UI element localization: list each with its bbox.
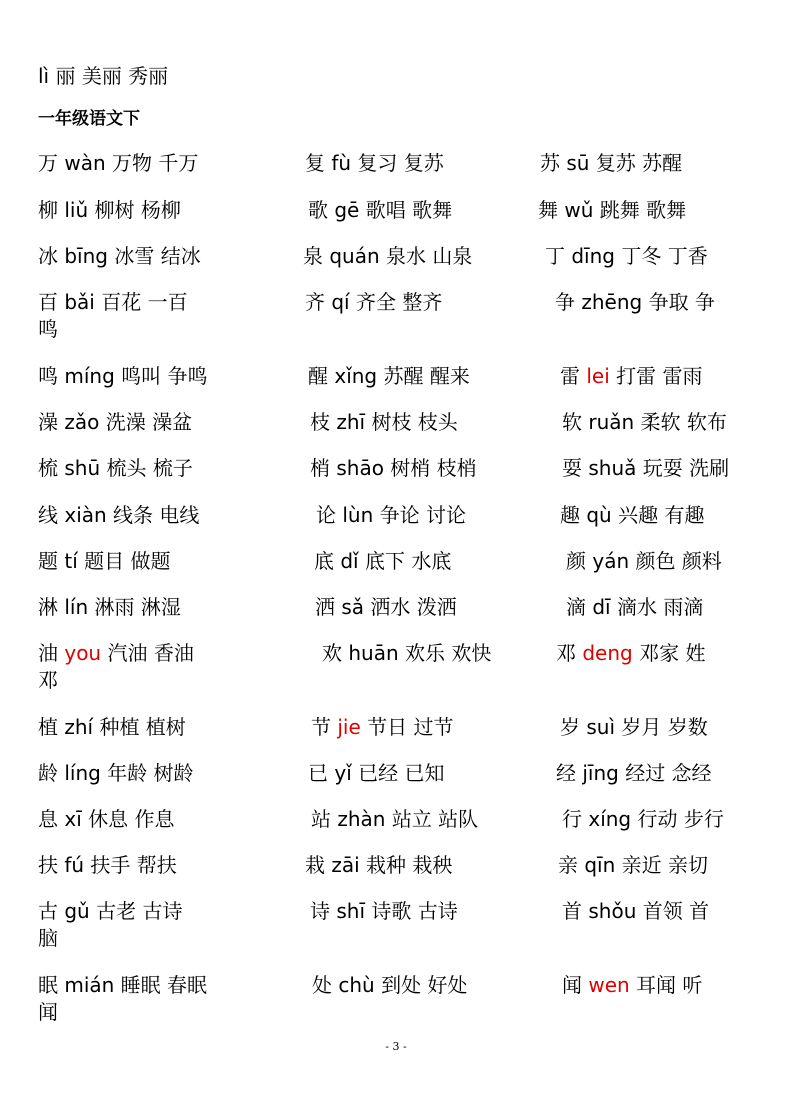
vocab-words: 歌唱 歌舞 [359, 198, 453, 222]
vocab-words: 跳舞 歌舞 [593, 198, 687, 222]
vocab-entry [314, 548, 451, 574]
vocab-words: 扶手 帮扶 [84, 853, 177, 877]
vocab-character: 醒 [308, 364, 328, 388]
vocab-words: 诗歌 古诗 [365, 899, 458, 923]
vocab-character: 颜 [566, 549, 586, 573]
vocab-character: 澡 [38, 410, 58, 434]
vocab-pinyin: huān [342, 641, 399, 665]
vocab-character: 眠 [38, 973, 58, 997]
vocab-character: 冰 [38, 244, 58, 268]
vocab-pinyin: sǎ [335, 595, 365, 619]
vocab-entry [38, 594, 181, 620]
vocab-pinyin: tí [58, 549, 78, 573]
vocab-words: 冰雪 结冰 [107, 244, 201, 268]
vocab-character: 梳 [38, 456, 58, 480]
vocab-words: 万物 千万 [105, 151, 199, 175]
vocab-character: 处 [312, 973, 332, 997]
vocab-words: 节日 过节 [360, 715, 454, 739]
vocab-words: 栽种 栽秧 [359, 853, 453, 877]
vocab-character: 邓 [556, 641, 576, 665]
vocab-words: 丁冬 丁香 [614, 244, 708, 268]
vocab-words: 首领 首 [636, 899, 710, 923]
vocab-words: 争取 争 [642, 290, 715, 314]
vocab-character: 柳 [38, 198, 58, 222]
vocab-entry [310, 898, 458, 924]
vocab-entry [308, 363, 470, 389]
vocab-character: 软 [562, 410, 582, 434]
vocab-entry [38, 972, 207, 998]
vocab-character: 诗 [310, 899, 330, 923]
vocab-pinyin: líng [58, 761, 101, 785]
vocab-pinyin: míng [58, 364, 115, 388]
vocab-character: 经 [556, 761, 576, 785]
vocab-words: 复习 复苏 [351, 151, 444, 175]
vocab-character: 站 [311, 807, 331, 831]
vocab-pinyin: fú [58, 853, 85, 877]
vocab-pinyin: liǔ [58, 198, 89, 222]
vocab-entry [558, 852, 708, 878]
vocab-entry [38, 852, 177, 878]
vocab-entry [538, 197, 686, 223]
vocab-words: 复苏 苏醒 [589, 151, 683, 175]
vocab-words: 树梢 枝梢 [383, 456, 477, 480]
vocab-pinyin: yán [586, 549, 630, 573]
vocab-words: 树枝 枝头 [365, 410, 458, 434]
vocab-words: 争论 讨论 [373, 503, 466, 527]
vocab-entry [38, 806, 174, 832]
vocab-words: 古老 古诗 [89, 899, 183, 923]
vocab-entry [562, 409, 727, 435]
vocab-character: 欢 [322, 641, 342, 665]
vocab-character: 歌 [308, 198, 328, 222]
vocab-entry [311, 806, 478, 832]
vocab-words: 年龄 树龄 [100, 761, 194, 785]
vocab-entry [315, 594, 457, 620]
vocab-pinyin: shāo [330, 456, 384, 480]
vocab-entry [305, 289, 442, 315]
vocab-entry [38, 363, 208, 389]
vocab-words: 打雷 雷雨 [609, 364, 703, 388]
vocab-pinyin: xǐng [328, 364, 378, 388]
vocab-words: 已经 已知 [351, 761, 445, 785]
vocab-character: 泉 [303, 244, 323, 268]
vocab-words: 邓家 姓 [632, 641, 706, 665]
vocab-character: 论 [316, 503, 336, 527]
vocab-pinyin: bīng [58, 244, 108, 268]
vocab-entry [560, 363, 703, 389]
vocab-character: 趣 [560, 503, 580, 527]
vocab-pinyin: zǎo [58, 410, 100, 434]
vocab-pinyin: lùn [336, 503, 374, 527]
vocab-character: 万 [38, 151, 58, 175]
vocab-character: 岁 [560, 715, 580, 739]
page-number: - 3 - [385, 1040, 407, 1053]
vocab-entry [322, 640, 491, 666]
vocab-character: 雷 [560, 364, 580, 388]
vocab-words: 线条 电线 [106, 503, 200, 527]
vocab-words: 梳头 梳子 [100, 456, 193, 480]
vocab-entry [38, 289, 188, 315]
vocab-character: 行 [562, 807, 582, 831]
vocab-words: 洒水 泼洒 [364, 595, 457, 619]
vocab-entry [312, 972, 467, 998]
vocab-entry [303, 243, 472, 269]
vocab-words: 岁月 岁数 [615, 715, 708, 739]
vocab-words: 淋雨 淋湿 [88, 595, 181, 619]
vocab-character: 耍 [562, 456, 582, 480]
vocab-pinyin: quán [323, 244, 380, 268]
vocab-character: 扶 [38, 853, 58, 877]
vocab-entry [562, 972, 702, 998]
vocab-character: 龄 [38, 761, 58, 785]
vocab-pinyin: sū [560, 151, 590, 175]
vocab-entry [562, 806, 724, 832]
top-line: lì 丽 美丽 秀丽 [38, 64, 169, 88]
vocab-pinyin: qù [580, 503, 612, 527]
vocab-entry [562, 455, 729, 481]
vocab-pinyin: yǐ [328, 761, 352, 785]
vocab-character: 丁 [545, 244, 565, 268]
vocab-entry [545, 243, 708, 269]
vocab-words: 经过 念经 [618, 761, 712, 785]
vocab-pinyin: shuǎ [582, 456, 637, 480]
vocab-words: 行动 步行 [631, 807, 724, 831]
vocab-pinyin: you [58, 641, 102, 665]
vocab-pinyin: shū [58, 456, 101, 480]
vocab-character: 栽 [305, 853, 325, 877]
vocab-words: 玩耍 洗刷 [636, 456, 730, 480]
vocab-pinyin: deng [576, 641, 633, 665]
vocab-pinyin: xī [58, 807, 82, 831]
vocab-entry [556, 640, 705, 666]
vocab-pinyin: lei [580, 364, 610, 388]
vocab-pinyin: ruǎn [582, 410, 635, 434]
vocab-character: 苏 [540, 151, 560, 175]
vocab-pinyin: wen [582, 973, 630, 997]
vocab-words: 耳闻 听 [629, 973, 703, 997]
vocab-pinyin: zāi [325, 853, 360, 877]
vocab-pinyin: zhí [58, 715, 94, 739]
vocab-entry [38, 197, 181, 223]
vocab-character: 滴 [566, 595, 586, 619]
vocab-words: 洗澡 澡盆 [99, 410, 193, 434]
vocab-pinyin: suì [580, 715, 616, 739]
vocab-words: 底下 水底 [358, 549, 452, 573]
vocab-entry [566, 594, 703, 620]
vocab-pinyin: lín [58, 595, 89, 619]
vocab-pinyin: qīn [578, 853, 616, 877]
vocab-entry [305, 852, 452, 878]
vocab-entry [560, 502, 704, 528]
vocab-words: 睡眠 春眠 [114, 973, 208, 997]
vocab-words: 到处 好处 [374, 973, 468, 997]
vocab-character: 淋 [38, 595, 58, 619]
vocab-entry [38, 409, 192, 435]
vocab-character: 洒 [315, 595, 335, 619]
vocab-words: 苏醒 醒来 [377, 364, 470, 388]
vocab-pinyin: dī [586, 595, 611, 619]
vocab-pinyin: bǎi [58, 290, 95, 314]
vocab-character: 争 [555, 290, 575, 314]
vocab-pinyin: wàn [58, 151, 106, 175]
vocab-words: 鸣叫 争鸣 [114, 364, 208, 388]
vocab-character: 题 [38, 549, 58, 573]
vocab-words: 百花 一百 [94, 290, 188, 314]
vocab-pinyin: fù [325, 151, 352, 175]
vocab-entry [310, 455, 477, 481]
vocab-character: 植 [38, 715, 58, 739]
vocab-entry [311, 714, 454, 740]
vocab-pinyin: gē [328, 198, 360, 222]
vocab-character: 油 [38, 641, 58, 665]
section-heading: 一年级语文下 [38, 109, 140, 129]
vocab-character: 亲 [558, 853, 578, 877]
vocab-pinyin: dīng [565, 244, 615, 268]
vocab-pinyin: zhàn [331, 807, 386, 831]
vocab-character: 枝 [310, 410, 330, 434]
vocab-pinyin: mián [58, 973, 115, 997]
vocab-words: 种植 植树 [93, 715, 186, 739]
vocab-pinyin: xiàn [58, 503, 107, 527]
vocab-words: 休息 作息 [81, 807, 175, 831]
vocab-entry [316, 502, 466, 528]
vocab-words: 欢乐 欢快 [398, 641, 492, 665]
vocab-character: 古 [38, 899, 58, 923]
vocab-words: 站立 站队 [385, 807, 479, 831]
vocab-pinyin: gǔ [58, 899, 90, 923]
vocab-words: 齐全 整齐 [349, 290, 443, 314]
vocab-entry [38, 243, 201, 269]
vocab-pinyin: chù [332, 973, 375, 997]
vocab-pinyin: wǔ [558, 198, 594, 222]
vocab-character: 梢 [310, 456, 330, 480]
vocab-words: 颜色 颜料 [629, 549, 722, 573]
vocab-wrapped-char: 脑 [38, 926, 58, 950]
vocab-entry [555, 289, 715, 315]
vocab-pinyin: jie [331, 715, 361, 739]
vocab-wrapped-char: 邓 [38, 668, 58, 692]
vocab-entry [38, 714, 186, 740]
vocab-character: 复 [305, 151, 325, 175]
vocab-entry [38, 455, 193, 481]
vocab-character: 息 [38, 807, 58, 831]
vocab-words: 柳树 杨柳 [88, 198, 181, 222]
vocab-character: 已 [308, 761, 328, 785]
vocab-character: 线 [38, 503, 58, 527]
vocab-character: 节 [311, 715, 331, 739]
vocab-character: 底 [314, 549, 334, 573]
vocab-character: 首 [562, 899, 582, 923]
vocab-words: 柔软 软布 [634, 410, 727, 434]
vocab-entry [310, 409, 458, 435]
vocab-pinyin: xíng [582, 807, 632, 831]
vocab-entry [38, 640, 194, 666]
vocab-words: 题目 做题 [77, 549, 171, 573]
vocab-pinyin: shī [330, 899, 366, 923]
vocab-words: 亲近 亲切 [615, 853, 709, 877]
vocab-pinyin: zhī [330, 410, 366, 434]
vocab-character: 舞 [538, 198, 558, 222]
vocab-entry [38, 760, 194, 786]
vocab-character: 鸣 [38, 364, 58, 388]
vocab-entry [38, 898, 182, 924]
vocab-pinyin: shǒu [582, 899, 637, 923]
vocab-wrapped-char: 鸣 [38, 317, 58, 341]
vocab-entry [308, 197, 452, 223]
vocab-entry [556, 760, 712, 786]
vocab-pinyin: zhēng [575, 290, 643, 314]
vocab-entry [38, 548, 170, 574]
vocab-character: 齐 [305, 290, 325, 314]
vocab-words: 兴趣 有趣 [611, 503, 705, 527]
vocab-entry [540, 150, 682, 176]
vocab-character: 百 [38, 290, 58, 314]
vocab-entry [38, 502, 199, 528]
vocab-words: 汽油 香油 [101, 641, 194, 665]
vocab-wrapped-char: 闻 [38, 1000, 58, 1024]
vocab-pinyin: jīng [576, 761, 619, 785]
vocab-entry [560, 714, 708, 740]
vocab-words: 泉水 山泉 [379, 244, 473, 268]
vocab-entry [562, 898, 709, 924]
vocab-entry [38, 150, 198, 176]
vocab-character: 闻 [562, 973, 582, 997]
vocab-pinyin: qí [325, 290, 350, 314]
vocab-entry [308, 760, 444, 786]
vocab-entry [305, 150, 444, 176]
vocab-entry [566, 548, 722, 574]
vocab-pinyin: dǐ [334, 549, 359, 573]
vocab-words: 滴水 雨滴 [610, 595, 704, 619]
